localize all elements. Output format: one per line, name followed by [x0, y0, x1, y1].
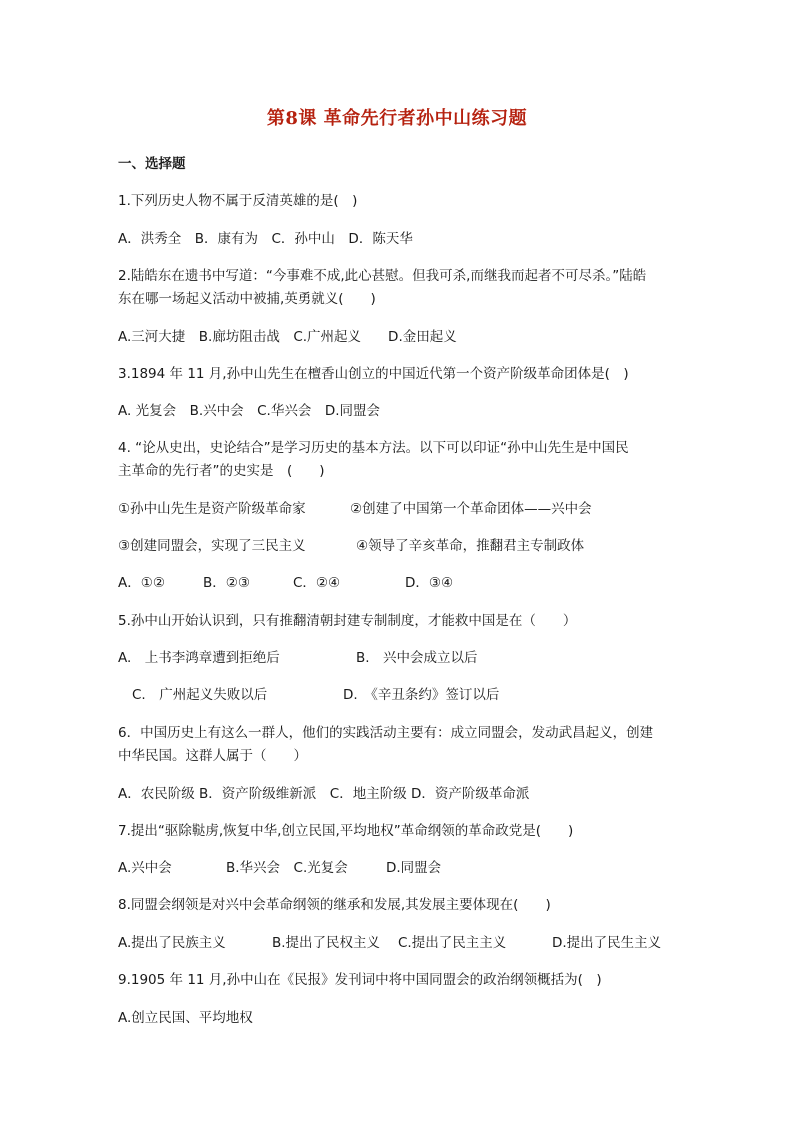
q8-option-b: B.提出了民权主义: [272, 935, 381, 951]
page-title: 第8课 革命先行者孙中山练习题: [266, 108, 528, 129]
q4-item-4: ④领导了辛亥革命，推翻君主专制政体: [356, 538, 585, 554]
q3-options: A. 光复会 B.兴中会 C.华兴会 D.同盟会: [118, 403, 381, 419]
q8-option-a: A.提出了民族主义: [118, 935, 226, 951]
q5-option-c: C. 广州起义失败以后: [132, 687, 268, 703]
section-heading: 一、选择题: [118, 156, 186, 172]
q4-item-1: ①孙中山先生是资产阶级革命家: [118, 501, 306, 517]
q2-stem-line2: 东在哪一场起义活动中被捕,英勇就义( ): [118, 291, 376, 307]
q7-option-a: A.兴中会: [118, 860, 172, 876]
q8-stem: 8.同盟会纲领是对兴中会革命纲领的继承和发展,其发展主要体现在( ): [118, 897, 551, 913]
q4-option-c: C．②④: [293, 575, 341, 591]
q6-stem-line2: 中华民国。这群人属于（ ）: [118, 748, 307, 764]
q8-option-c: C.提出了民主主义: [398, 935, 507, 951]
q5-option-a: A. 上书李鸿章遭到拒绝后: [118, 650, 280, 666]
q4-option-b: B．②③: [203, 575, 250, 591]
q7-stem: 7.提出“驱除鞑虏,恢复中华,创立民国,平均地权”革命纲领的革命政党是( ): [118, 823, 574, 839]
q4-stem-line1: 4. “论从史出，史论结合”是学习历史的基本方法。以下可以印证“孙中山先生是中国民: [118, 440, 629, 456]
q6-stem-line1: 6．中国历史上有这么一群人，他们的实践活动主要有：成立同盟会，发动武昌起义，创建: [118, 725, 654, 741]
q5-option-b: B. 兴中会成立以后: [356, 650, 478, 666]
q7-option-b-c: B.华兴会 C.光复会: [226, 860, 348, 876]
q9-stem: 9.1905 年 11 月,孙中山在《民报》发刊词中将中国同盟会的政治纲领概括为( ): [118, 972, 602, 988]
q4-item-3: ③创建同盟会，实现了三民主义: [118, 538, 306, 554]
q6-options: A．农民阶级 B．资产阶级维新派 C．地主阶级 D．资产阶级革命派: [118, 786, 530, 802]
q2-options: A.三河大捷 B.廊坊阻击战 C.广州起义 D.金田起义: [118, 329, 457, 345]
q2-stem-line1: 2.陆皓东在遗书中写道：“今事难不成,此心甚慰。但我可杀,而继我而起者不可尽杀。”陆皓: [118, 268, 647, 284]
q9-option-a: A.创立民国、平均地权: [118, 1010, 253, 1026]
q8-option-d: D.提出了民生主义: [552, 935, 662, 951]
q4-stem-line2: 主革命的先行者”的史实是 ( ): [118, 463, 325, 479]
q4-option-a: A．①②: [118, 575, 165, 591]
q7-option-d: D.同盟会: [386, 860, 442, 876]
q4-item-2: ②创建了中国第一个革命团体——兴中会: [350, 501, 592, 517]
q5-stem: 5.孙中山开始认识到，只有推翻清朝封建专制制度，才能救中国是在（ ）: [118, 613, 577, 629]
q5-option-d: D. 《辛丑条约》签订以后: [343, 687, 500, 703]
q1-options: A．洪秀全 B．康有为 C．孙中山 D．陈天华: [118, 231, 413, 247]
q4-option-d: D．③④: [405, 575, 454, 591]
q3-stem: 3.1894 年 11 月,孙中山先生在檀香山创立的中国近代第一个资产阶级革命团体是( ): [118, 366, 629, 382]
q1-stem: 1.下列历史人物不属于反清英雄的是( ): [118, 193, 358, 209]
